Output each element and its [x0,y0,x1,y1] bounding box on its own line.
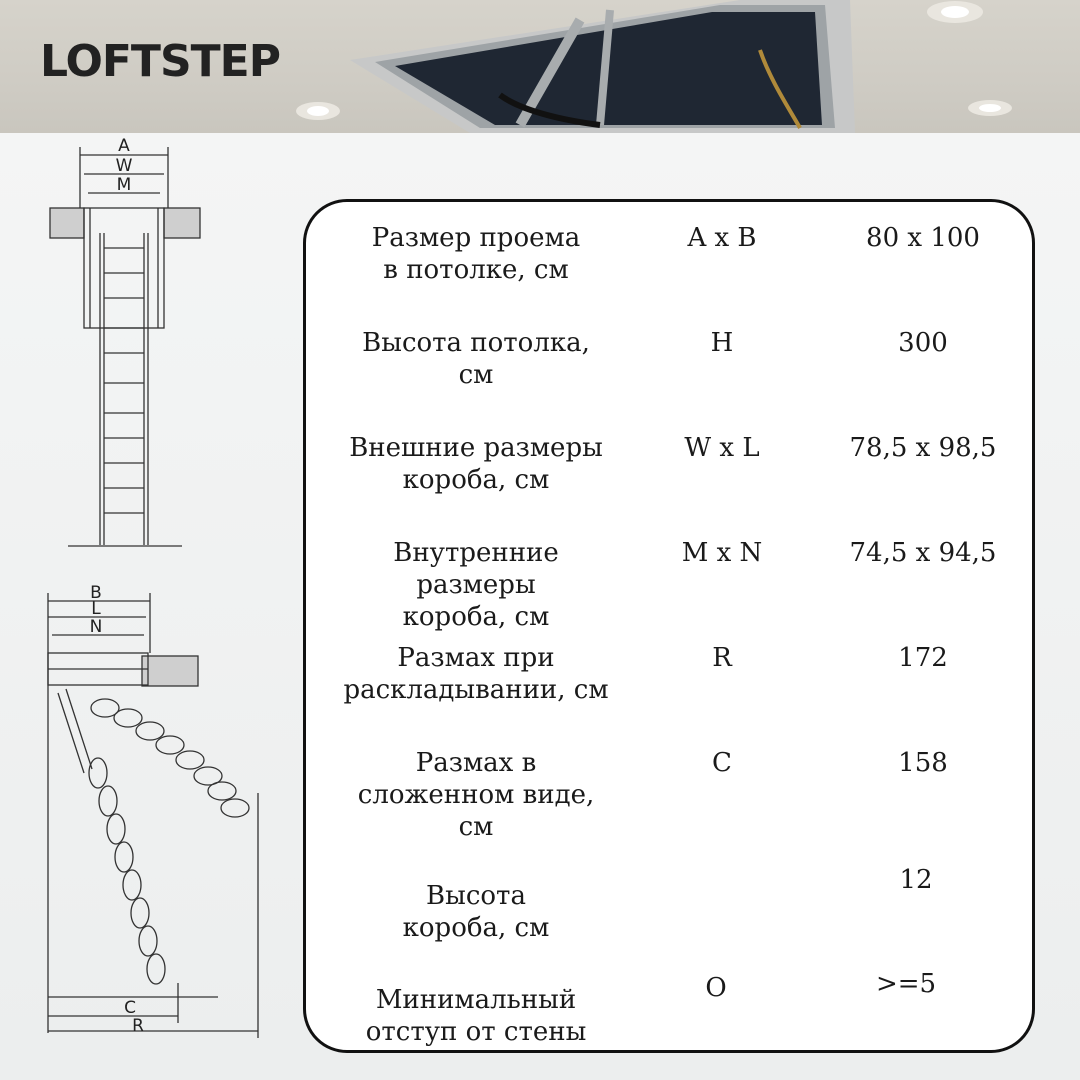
spec-value: 158 [898,748,948,778]
spec-symbol: H [710,328,734,358]
attic-hatch-photo [0,0,1080,133]
spec-value: 12 [899,865,933,895]
spec-value: 80 x 100 [866,223,980,253]
spec-value: 172 [898,643,948,673]
spec-symbol: W x L [684,433,760,463]
spec-label: Внутренние размеры короба, см [393,538,559,632]
spec-label: Размер проема в потолке, см [371,223,581,285]
dimension-label-r: R [132,1016,144,1036]
spec-value: 74,5 x 94,5 [849,538,997,568]
spec-value: 78,5 x 98,5 [849,433,997,463]
dimension-label-l: L [91,599,101,619]
spec-label: Высота потолка, см [362,328,590,390]
dimension-label-a: A [118,136,130,156]
dimension-label-m: M [116,175,132,195]
spec-table-card [303,199,1035,1053]
dimension-label-w: W [115,156,133,176]
spec-label: Высота короба, см [402,881,550,943]
dimension-label-n: N [89,617,103,637]
spec-symbol: O [705,973,727,1003]
spec-value: 300 [898,328,948,358]
ladder-technical-drawing [0,133,300,1080]
spec-symbol: C [712,748,732,778]
spec-symbol: A x B [687,223,757,253]
spec-label: Внешние размеры короба, см [349,433,603,495]
spec-symbol: M x N [681,538,763,568]
spec-value: >=5 [875,969,937,999]
dimension-label-c: C [124,998,136,1018]
dimension-label-b: B [90,583,102,603]
spec-label: Минимальный отступ от стены [365,985,587,1047]
spec-label: Размах при раскладывании, см [343,643,609,705]
spec-symbol: R [712,643,732,673]
spec-label: Размах в сложенном виде, см [357,748,595,842]
brand-logo: LOFTSTEP [40,36,280,87]
